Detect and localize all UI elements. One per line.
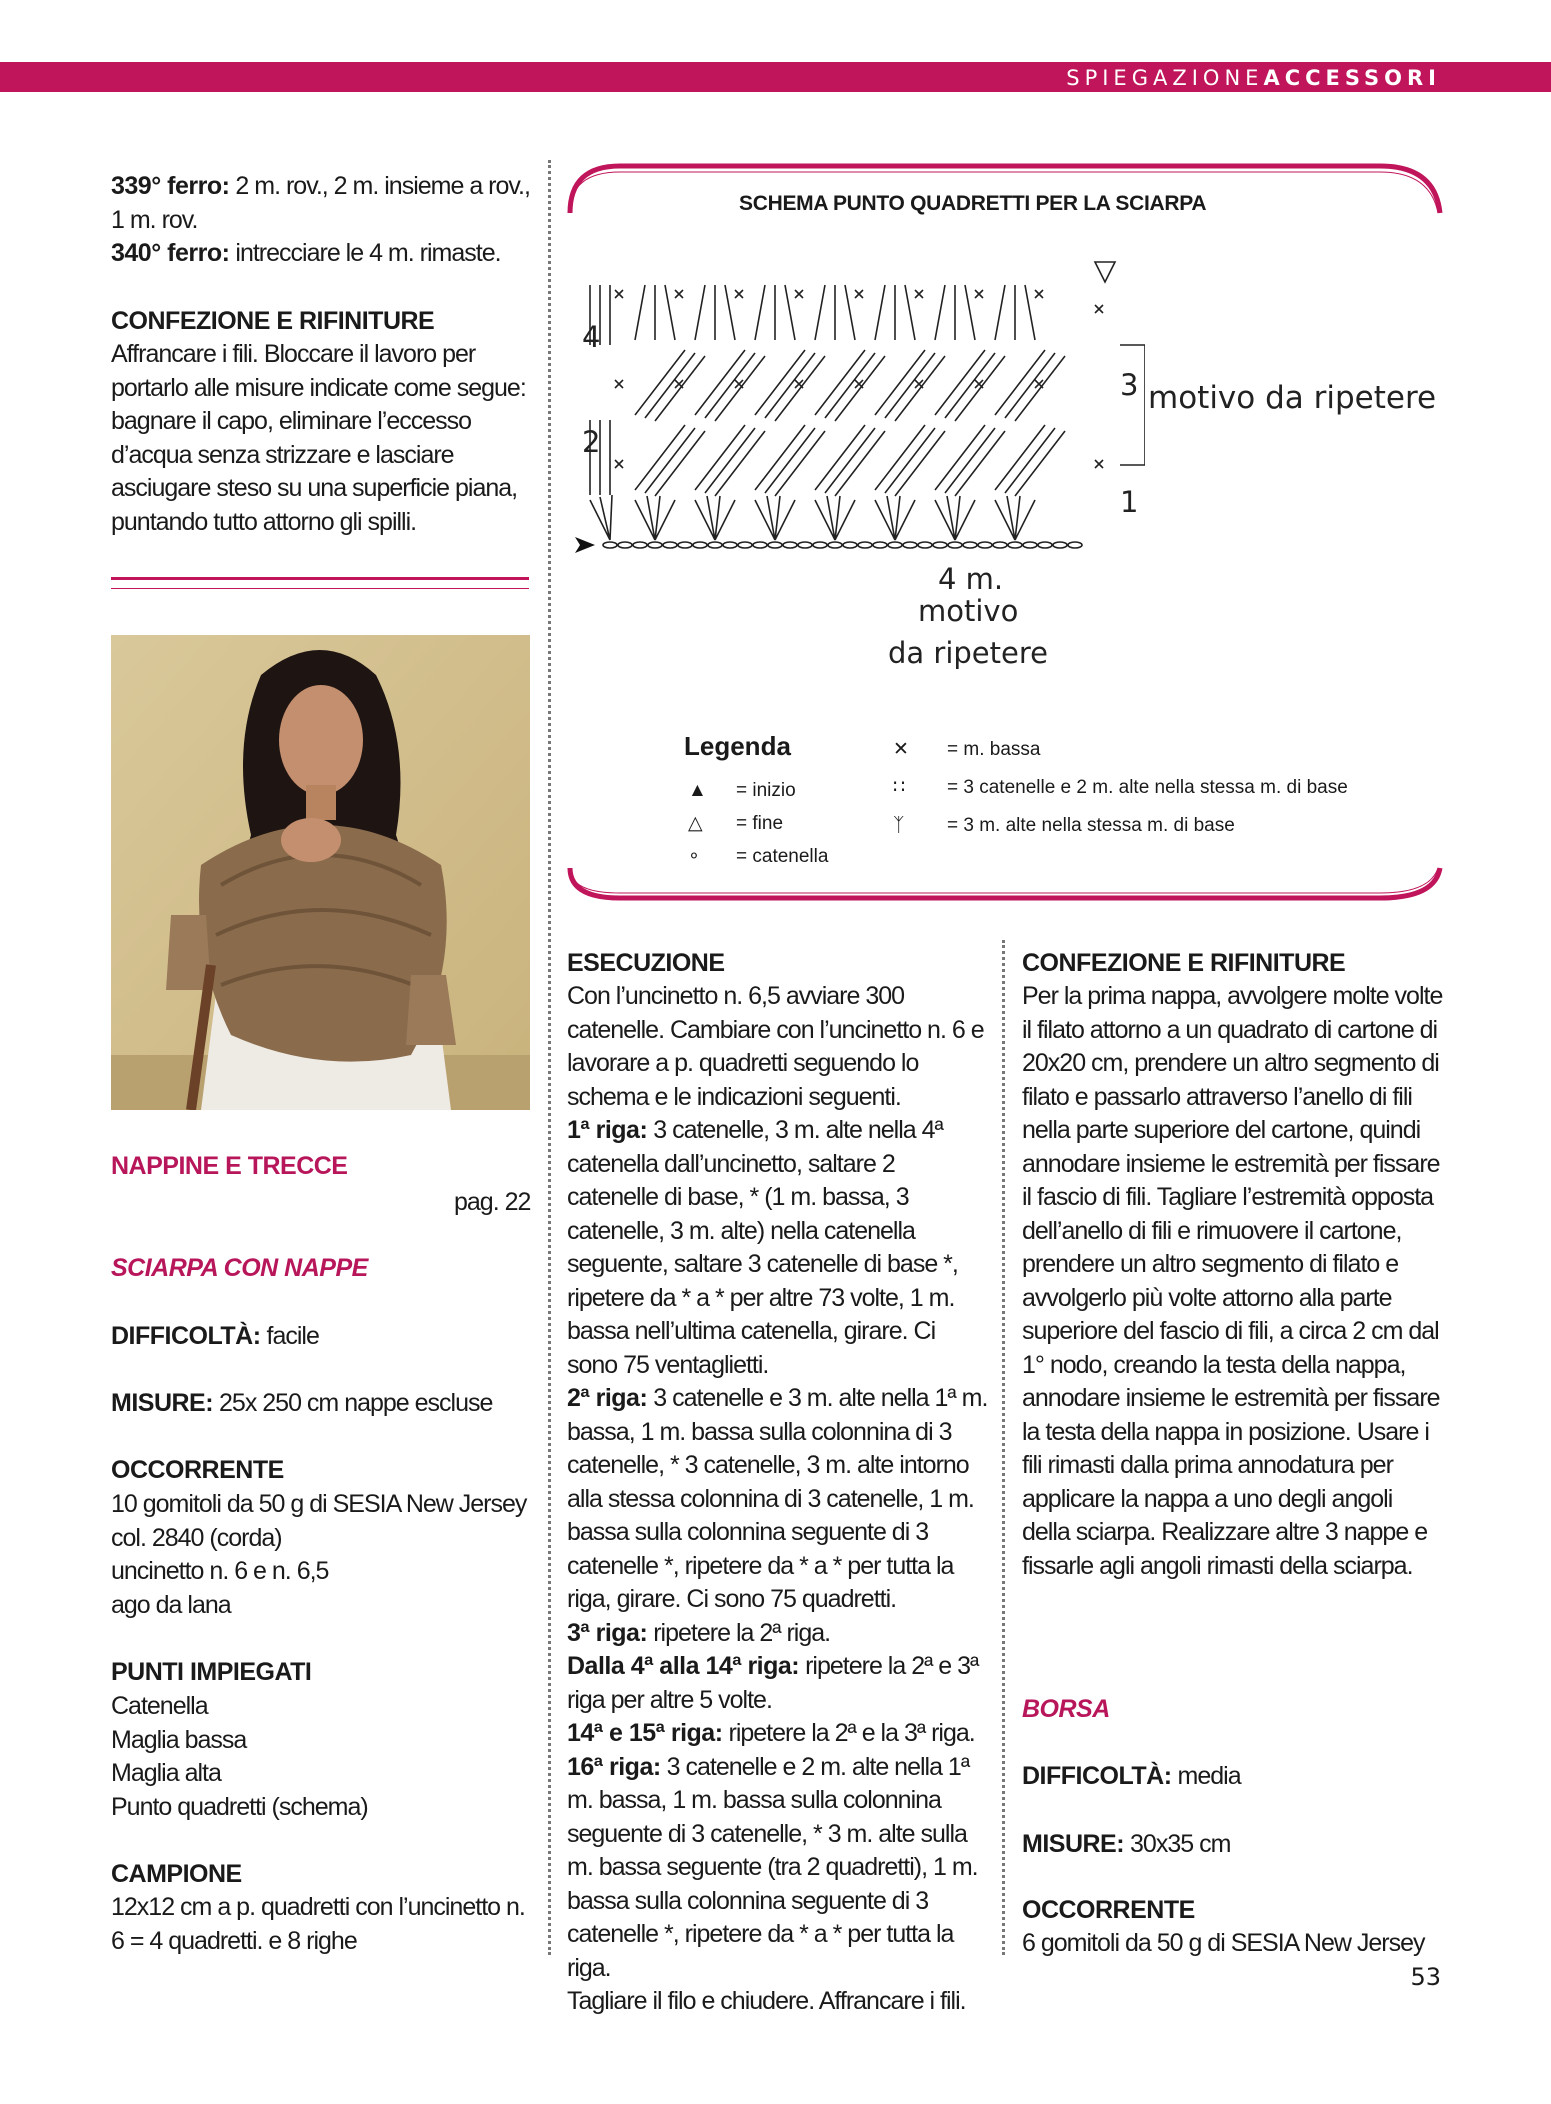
gauge-title: CAMPIONE (111, 1860, 242, 1888)
list-item: uncinetto n. 6 e n. 6,5 (111, 1557, 329, 1585)
motif-brackets (840, 345, 1145, 570)
list-item: Punto quadretti (schema) (111, 1792, 368, 1821)
execution-text: Con l’uncinetto n. 6,5 avviare 300 catenelle. Cambiare con l’uncinetto n. 6 e lavorare a p. quadretti seguendo lo schema e le indicazioni seguenti. 1ª riga: 3 catenelle, 3 m. alte nella 4ª catenella dall’uncinetto, saltare 2 catenelle di base, * (1 m. bassa, 3 catenelle, 3 m. alte) nella catenella seguente, saltare 3 catenelle di base *, ripetere da * a * per altre 73 volte, 1 m. bassa nell’ultima catenella, girare. Ci sono 75 ventaglietti. 2ª riga: 3 catenelle e 3 m. alte nella 1ª m. bassa, 1 m. bassa sulla colonnina di 3 catenelle, * 3 catenelle, 3 m. alte intorno alla stessa colonnina di 3 catenelle, 1 m. bassa sulla colonnina seguente di 3 catenelle *, ripetere da * a * per tutta la riga, girare. Ci sono 75 quadretti. 3ª riga: ripetere la 2ª riga. Dalla 4ª alla 14ª riga: ripetere la 2ª e 3ª riga per altre 5 volte. 14ª e 15ª riga: ripetere la 2ª e la 3ª riga. 16ª riga: 3 catenelle e 2 m. alte nella 1ª m. bassa, 1 m. bassa sulla colonnina seguente di 3 catenelle, * 3 m. alte sulla m. bassa seguente (tra 2 quadretti), 1 m. bassa sulla colonnina seguente di 3 catenelle *, ripetere da * a * per tutta la riga. Tagliare il filo e chiudere. Affrancare i fili. (567, 982, 988, 2015)
foundation-chain (603, 542, 1082, 548)
list-item: ago da lana (111, 1590, 231, 1619)
legend-title: Legenda (684, 731, 791, 761)
divider-rule-thin (111, 588, 529, 589)
bag-materials-text: 6 gomitoli da 50 g di SESIA New Jersey (1022, 1929, 1425, 1957)
motif-label-bottom: motivo (918, 594, 1019, 628)
chain-icon: ∘ (688, 846, 700, 867)
legend-right (893, 731, 1348, 845)
row-number-2: 2 (582, 425, 601, 459)
legend-item: ∷ = 3 catenelle e 2 m. alte nella stessa m. di base (893, 769, 1348, 807)
start-arrow-icon: ▲ (688, 780, 707, 801)
legend-left (688, 774, 828, 873)
page-number: 53 (1410, 1963, 1441, 1991)
legend-item: ᛉ = 3 m. alte nella stessa m. di base (893, 807, 1348, 845)
section-label: SPIEGAZIONEACCESSORI (1066, 66, 1441, 90)
single-crochet-icon: ✕ (893, 739, 909, 760)
legend-item: ▲ = inizio (688, 774, 828, 807)
finishing-text-right: Per la prima nappa, avvolgere molte volte il filato attorno a un quadrato di cartone di 20x20 cm, prendere un altro segmento di filato e passarlo attraverso l’anello di fili nella parte superiore del cartone, quindi annodare insieme le estremità per fissare il fascio di fili. Tagliare l’estremità opposta dell’anello di fili e rimuovere il cartone, prendere un altro segmento di filato e avvolgerlo più volte attorno alla parte superiore del fascio di fili, a circa 2 cm dal 1° nodo, creando la testa della nappa, annodare insieme le estremità per fissare la testa della nappa in posizione. Usare i fili rimasti dalla prima annodatura per applicare la nappa a uno degli angoli della sciarpa. Realizzare altre 3 nappe e fissarle agli angoli rimasti della sciarpa. (1022, 982, 1443, 1580)
bag-difficulty: DIFFICOLTÀ: media (1022, 1762, 1241, 1790)
crochet-chart (575, 250, 1145, 570)
row-number-4: 4 (582, 320, 601, 354)
stitches-list (111, 1690, 368, 1824)
list-item: Maglia bassa (111, 1725, 247, 1754)
scheme-title: SCHEMA PUNTO QUADRETTI PER LA SCIARPA (739, 192, 1207, 215)
section-title: NAPPINE E TRECCE (111, 1152, 348, 1180)
bag-materials-title: OCCORRENTE (1022, 1896, 1195, 1924)
gauge-text: 12x12 cm a p. quadretti con l’uncinetto n. 6 = 4 quadretti. e 8 righe (111, 1893, 525, 1955)
list-item: Catenella (111, 1692, 208, 1720)
row-1-fans (590, 495, 1035, 540)
motif-stitch-count: 4 m. (938, 562, 1004, 596)
model-photo (111, 635, 530, 1110)
legend (684, 731, 791, 762)
list-item: Maglia alta (111, 1759, 221, 1787)
three-double-icon: ᛉ (893, 815, 905, 836)
row-3 (635, 350, 1065, 421)
stitches-title: PUNTI IMPIEGATI (111, 1658, 312, 1686)
divider-rule (111, 577, 529, 580)
legend-item: △ = fine (688, 807, 828, 840)
finishing-title-left: CONFEZIONE E RIFINITURE (111, 307, 435, 335)
list-item: col. 2840 (corda) (111, 1523, 282, 1552)
start-arrow-icon (575, 537, 595, 553)
bag-title: BORSA (1022, 1695, 1110, 1723)
finishing-title-right: CONFEZIONE E RIFINITURE (1022, 949, 1346, 977)
measures: MISURE: 25x 250 cm nappe escluse (111, 1389, 493, 1417)
materials-list (111, 1488, 536, 1622)
column-divider (1002, 940, 1005, 1955)
row-4 (590, 285, 1035, 345)
finishing-text-left: Affrancare i fili. Bloccare il lavoro per portarlo alle misure indicate come segue: bagnare il capo, eliminare l’eccesso d’acqua senza strizzare e lasciare asciugare steso su una superficie piana, puntando tutto attorno gli spilli. (111, 340, 526, 536)
page-ref: pag. 22 (454, 1188, 531, 1216)
chain-double-icon: ∷ (893, 777, 906, 798)
motif-label-bottom-2: da ripetere (888, 636, 1048, 670)
row-339: 339° ferro: 2 m. rov., 2 m. insieme a rov., 1 m. rov. 340° ferro: intrecciare le 4 m. rimaste. (111, 172, 530, 267)
materials-title: OCCORRENTE (111, 1456, 284, 1484)
end-arrow-icon (1095, 262, 1115, 282)
column-divider (548, 160, 551, 1955)
legend-item: ✕ = m. bassa (893, 731, 1348, 769)
difficulty: DIFFICOLTÀ: facile (111, 1322, 319, 1350)
motif-label-right: motivo da ripetere (1148, 380, 1437, 416)
list-item: 10 gomitoli da 50 g di SESIA New Jersey (111, 1490, 527, 1518)
row-number-1: 1 (1120, 485, 1139, 519)
execution-title: ESECUZIONE (567, 949, 725, 977)
header-bar (0, 62, 1551, 92)
legend-item: ∘ = catenella (688, 840, 828, 873)
bag-measures: MISURE: 30x35 cm (1022, 1830, 1231, 1858)
row-number-3: 3 (1120, 368, 1139, 402)
end-arrow-icon: △ (688, 813, 703, 834)
project-title: SCIARPA CON NAPPE (111, 1254, 368, 1282)
row-2-squares (590, 420, 1065, 496)
